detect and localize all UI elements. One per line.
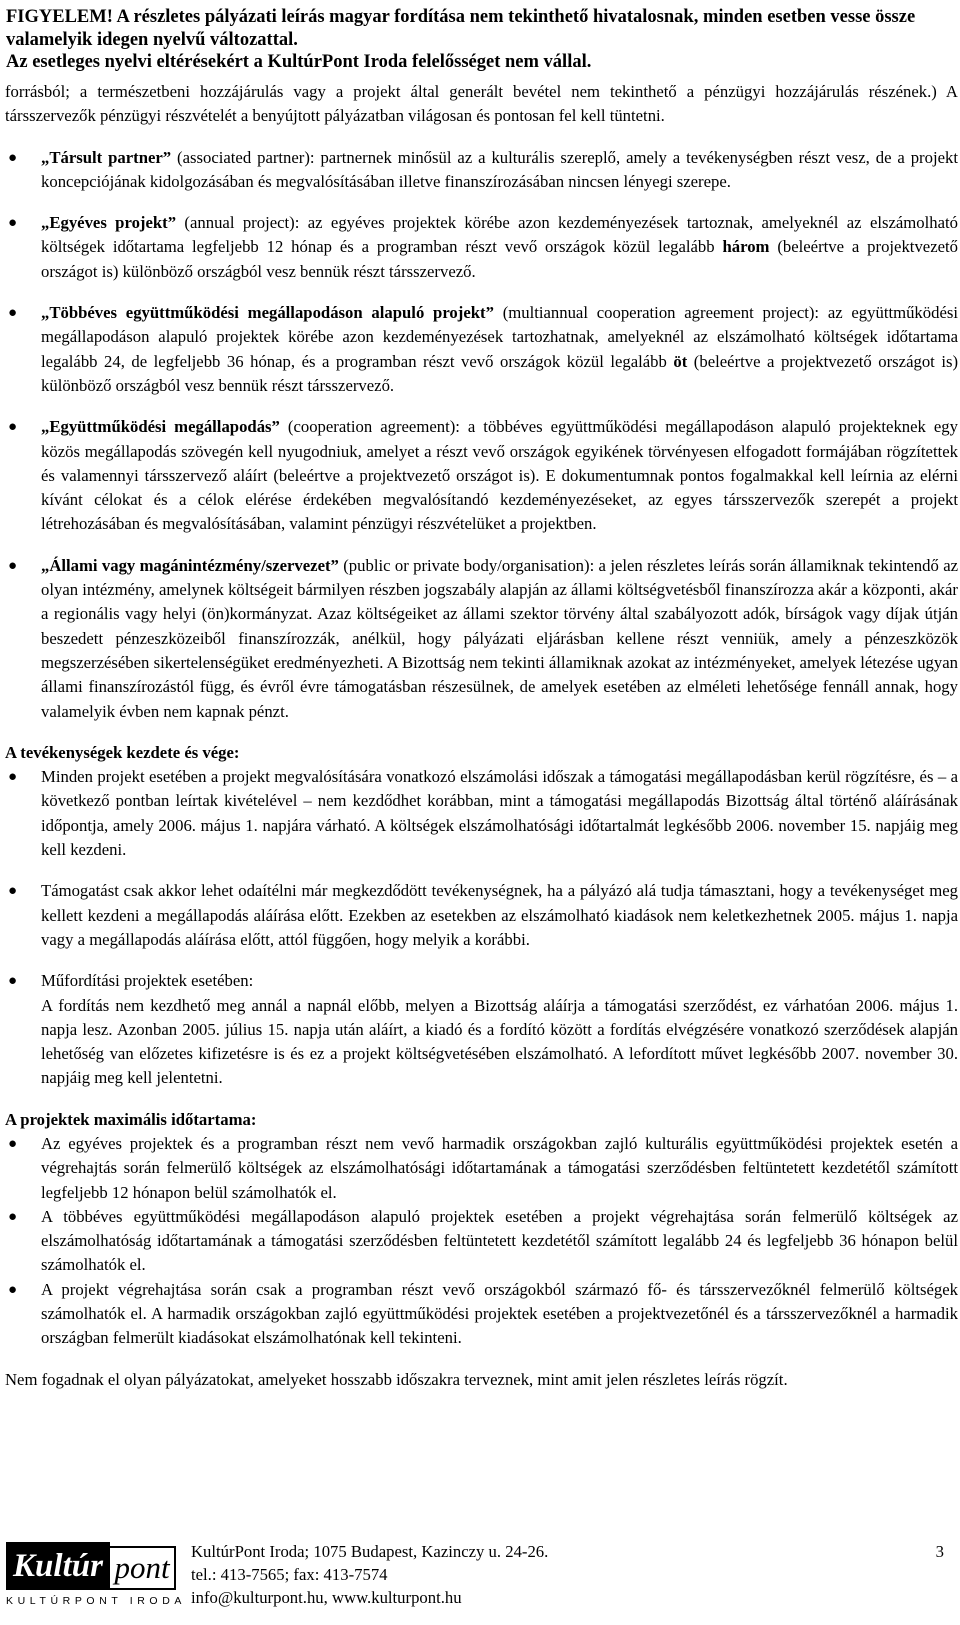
bullet-icon: ● <box>8 883 18 900</box>
footer-address: KultúrPont Iroda; 1075 Budapest, Kazinczy u. 24-26. <box>191 1542 549 1561</box>
list-item <box>5 765 958 862</box>
definition-emphasis: három <box>722 237 770 257</box>
list-item <box>5 1278 958 1351</box>
definition-text: (multiannual cooperation agreement project): az együttműködési megállapodáson alapuló projektek körébe azon kezdeményezések tartozhatnak, amelyeknél az elszámolható költségek időtartama legalább 24, de legfeljebb 36 hónap, és a programban részt vevő országok közül legalább <box>41 303 958 371</box>
translation-title: Műfordítási projektek esetében: <box>41 971 254 991</box>
definition-tail: (beleértve a projektvezető országot is) különböző országból vesz bennük részt társszervező. <box>41 237 958 281</box>
list-item-text: Az egyéves projektek és a programban részt nem vevő harmadik országokban zajló kulturális együttműködési projektek esetén a végrehajtás során felmerülő költségek az elszámolhatósági időtartamának a támogatási szerződésben feltüntetett kezdetétől számított legfeljebb 12 hónapon belül számolhatók el. <box>41 1133 958 1202</box>
closing-paragraph: Nem fogadnak el olyan pályázatokat, amelyeket hosszabb időszakra terveznek, mint amit jelen részletes leírás rögzít. <box>5 1369 788 1389</box>
list-item-text: Minden projekt esetében a projekt megvalósítására vonatkozó elszámolási időszak a támogatási megállapodásban kerül rögzítésre, és – a következő pontban leírtak kivételével – nem kezdődhet korábban, mint a támogatási megállapodás Bizottság által történő aláírásának időpontja, amely 2006. május 1. napjára várható. A költségek elszámolhatósági időtartalmát legkésőbb 2006. november 15. napjáig meg kell kezdeni. <box>41 767 958 860</box>
list-item-text: A többéves együttműködési megállapodáson alapuló projektek esetében a projekt végrehajtása során felmerülő költségek az elszámolhatóság időtartamának a támogatási szerződésben feltüntetett kezdetétől számított legalább 24 és legfeljebb 36 hónapon belül számolhatók el. <box>41 1206 958 1275</box>
warning-line-2: Az esetleges nyelvi eltérésekért a KultúrPont Iroda felelősséget nem vállal. <box>6 52 592 72</box>
list-item <box>5 969 958 1090</box>
list-item-text: Támogatást csak akkor lehet odaítélni már megkezdődött tevékenységnek, ha a pályázó alá tudja támasztani, hogy a tevékenységet meg kellett kezdeni a megállapodás aláírása előtt. Ezekben az esetekben az elszámolható kiadások nem keletkezhetnek 2005. május 1. napja vagy a megállapodás aláírása előtt, attól függően, hogy melyik a korábbi. <box>41 881 958 949</box>
page-footer <box>6 1540 956 1622</box>
definition-text: (public or private body/organisation): a jelen részletes leírás során államiknak tekintendő az olyan intézmény, amelynek költségeit bármilyen részben jogszabály alapján az állami költségvetésből finanszírozza akár a központi, akár a regionális vagy helyi (ön)kormányzat. Azaz költségeiket az állami szektor törvény által szabályozott adók, bírságok vagy díjak útján beszedett pénzeszközeiből finanszírozzák, anélkül, hogy pályázati eljárásban kellene részt venniük, amely a pénzeszközök megszerzésében sikertelenségüket eredményezheti. A Bizottság nem tekinti államiknak azokat az intézményeket, amelyek létezése ugyan állami finanszírozástól függ, és évről évre támogatásban részesülnek, de amelyek esetében az elméleti lehetősége fennáll annak, hogy valamelyik évben nem kapnak pénzt. <box>41 555 959 721</box>
list-item <box>5 1205 958 1278</box>
definition-text: (cooperation agreement): a többéves együttműködési megállapodáson alapuló projekteknek egy közös megállapodás szövegén kell nyugodniuk, amelyet a részt vevő országok egyikének törvényesen elfogadott formájában rögzítettek és valamennyi társszervező aláírt (beleértve a projektvezető országot is). E dokumentumnak pontos fogalmakkal kell leírnia az elérni kívánt célokat és a célok elérése érdekében megvalósítandó kezdeményezéseket, az egyes társszervezők szerepét a projekt létrehozásában és megvalósításában, valamint pénzügyi részvételüket a projektben. <box>41 417 958 534</box>
definition-item <box>5 211 958 284</box>
kulturpont-logo <box>6 1542 186 1618</box>
bullet-icon: ● <box>8 149 18 166</box>
bullet-icon: ● <box>8 1281 18 1298</box>
bullet-icon: ● <box>8 973 18 990</box>
definition-item <box>5 554 958 724</box>
bullet-icon: ● <box>8 215 18 232</box>
document-body <box>5 80 958 1392</box>
logo-subtitle: KULTÚRPONT IRODA <box>6 1595 186 1607</box>
bullet-icon: ● <box>8 305 18 322</box>
definition-item <box>5 146 958 195</box>
intro-paragraph: forrásból; a természetbeni hozzájárulás vagy a projekt által generált bevétel nem tekinthető a pénzügyi hozzájárulás részének.) A társszervezők pénzügyi részvételét a benyújtott pályázatban világosan és pontosan fel kell tüntetni. <box>5 82 958 126</box>
warning-line-1: FIGYELEM! A részletes pályázati leírás magyar fordítása nem tekinthető hivatalosnak, minden esetben vesse össze valamelyik idegen nyelvű változattal. <box>6 7 916 50</box>
definition-item <box>5 301 958 398</box>
translation-text: A fordítás nem kezdhető meg annál a napnál előbb, melyen a Bizottság aláírja a támogatási szerződést, ez várhatóan 2006. május 1. napja lesz. Azonban 2005. július 15. napja után aláírt, a kiadó és a fordító között a fordítás elvégzésére vonatkozó szerződések alapján lehetőség van előzetes kifizetésre is és ez a projekt költségvetésében elszámolható. A lefordított művet legkésőbb 2007. november 30. napjáig meg kell jelentetni. <box>41 995 958 1088</box>
bullet-icon: ● <box>8 557 18 574</box>
list-item <box>5 879 958 952</box>
definition-text: (associated partner): partnernek minősül az a kulturális szereplő, amely a tevékenységben részt vesz, de a projekt koncepciójának kidolgozásában és megvalósításában illetve finanszírozásában nincsen lényegi szerepe. <box>41 147 958 191</box>
logo-main-text: Kultúr <box>6 1542 110 1590</box>
definition-term: „Társult partner” <box>41 147 172 167</box>
definition-term: „Egyéves projekt” <box>41 213 177 233</box>
definition-text: (annual project): az egyéves projektek körébe azon kezdeményezések tartoznak, amelyeknél az elszámolható költségek időtartama legfeljebb 12 hónap és a programban részt vevő országok közül legalább <box>41 213 958 257</box>
bullet-icon: ● <box>8 769 18 786</box>
bullet-icon: ● <box>8 419 18 436</box>
footer-web: info@kulturpont.hu, www.kulturpont.hu <box>191 1588 462 1607</box>
definition-term: „Többéves együttműködési megállapodáson alapuló projekt” <box>41 303 494 323</box>
list-item <box>5 1132 958 1205</box>
translation-warning <box>6 6 956 74</box>
definition-emphasis: öt <box>673 351 688 371</box>
footer-phone: tel.: 413-7565; fax: 413-7574 <box>191 1565 388 1584</box>
definition-term: „Állami vagy magánintézmény/szervezet” <box>41 555 339 575</box>
list-item-text: A projekt végrehajtása során csak a programban részt vevő országokból származó fő- és társszervezőknél felmerülő költségek számolhatók el. A harmadik országokban zajló együttműködési projektek esetében a projektvezetőnél és a társszervezőknél a harmadik országban felmerült kiadásokat elszámolhatónak kell tekinteni. <box>41 1279 958 1348</box>
definition-item <box>5 415 958 536</box>
bullet-icon: ● <box>8 1135 18 1152</box>
page-number: 3 <box>935 1542 944 1561</box>
section-heading-start: A tevékenységek kezdete és vége: <box>5 742 240 762</box>
definition-term: „Együttműködési megállapodás” <box>41 417 280 437</box>
section-heading-duration: A projektek maximális időtartama: <box>5 1109 257 1129</box>
logo-pont-text: pont <box>110 1546 176 1590</box>
bullet-icon: ● <box>8 1208 18 1225</box>
definition-tail: (beleértve a projektvezető országot is) különböző országból vesz bennük részt társszervező. <box>41 351 959 395</box>
footer-contact <box>191 1540 548 1609</box>
